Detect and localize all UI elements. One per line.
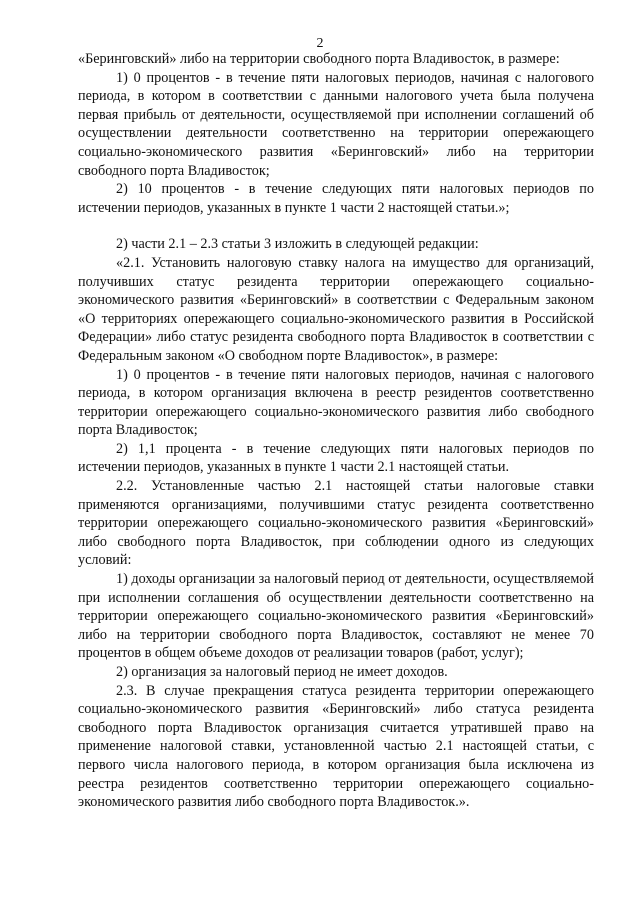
paragraph-2-1-item-1: 1) 0 процентов - в течение пяти налоговых периодов, начиная с налогового периода, в котором организация включена в реестр резидентов соответственно территории опережающего социально-экономического развития либо свободного порта Владивосток; [78,366,594,439]
paragraph-2-1-item-2: 2) 1,1 процента - в течение следующих пяти налоговых периодов по истечении периодов, указанных в пункте 1 части 2.1 настоящей статьи. [78,440,594,476]
paragraph-spacer [78,217,594,235]
paragraph-2-2-item-1: 1) доходы организации за налоговый период от деятельности, осуществляемой при исполнении соглашения об осуществлении деятельности соответственно на территории опережающего социально-экономического развития «Беринговский» либо на территории свободного порта Владивосток, составляют не менее 70 процентов в общем объеме доходов от реализации товаров (работ, услуг); [78,571,594,662]
paragraph-amendment-intro: 2) части 2.1 – 2.3 статьи 3 изложить в следующей редакции: [116,236,479,253]
paragraph-2-1: «2.1. Установить налоговую ставку налога на имущество для организаций, получивших статус резидента территории опережающего социально-экономического развития «Беринговский» в соответствии с Федеральным законом «О территориях опережающего социально-экономического развития в Российской Федерации» либо статус резидента свободного порта Владивосток в соответствии с Федеральным законом «О свободном порте Владивосток», в размере: [78,254,594,364]
page-number: 2 [316,36,324,51]
paragraph-2-3: 2.3. В случае прекращения статуса резидента территории опережающего социально-экономического развития «Беринговский» либо статуса резидента свободного порта Владивосток организация считается утратившей право на применение налоговой ставки, установленной частью 2.1 настоящей статьи, с первого числа налогового периода, в котором организация была исключена из реестра резидентов соответственно территории опережающего социально-экономического развития либо свободного порта Владивосток.». [78,682,594,811]
paragraph-item-1: 1) 0 процентов - в течение пяти налоговых периодов, начиная с налогового периода, в котором в соответствии с данными налогового учета была получена первая прибыль от деятельности, осуществляемой при исполнении соглашений об осуществлении деятельности соответственно на территории опережающего социально-экономического развития «Беринговский» либо на территории свободного порта Владивосток; [78,69,594,179]
document-body [78,50,594,812]
paragraph-2-2-item-2: 2) организация за налоговый период не имеет доходов. [116,664,448,680]
paragraph-continuation: «Беринговский» либо на территории свободного порта Владивосток, в размере: [78,51,560,67]
paragraph-item-2: 2) 10 процентов - в течение следующих пяти налоговых периодов по истечении периодов, указанных в пункте 1 части 2 настоящей статьи.»; [78,181,594,216]
paragraph-2-2: 2.2. Установленные частью 2.1 настоящей статьи налоговые ставки применяются организациями, получившими статус резидента соответственно территории опережающего социально-экономического развития «Беринговский» либо свободного порта Владивосток, при соблюдении одного из следующих условий: [78,478,594,569]
